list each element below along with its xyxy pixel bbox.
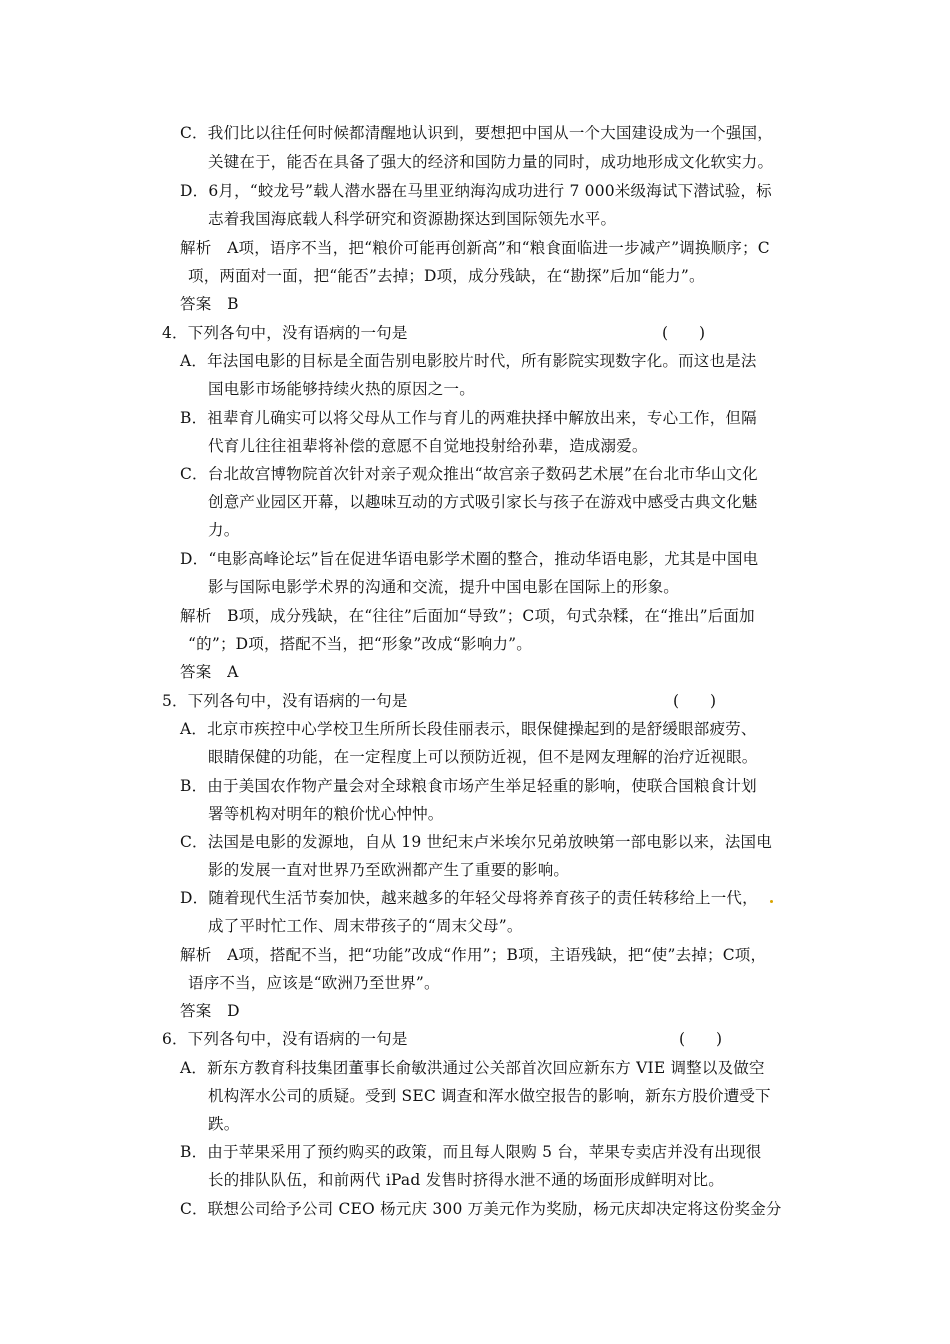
- q6-option-c-line1: C．联想公司给予公司 CEO 杨元庆 300 万美元作为奖励，杨元庆却决定将这份奖金分: [180, 1200, 782, 1218]
- q5-option-a-line2: 眼睛保健的功能，在一定程度上可以预防近视，但不是网友理解的治疗近视眼。: [208, 748, 758, 766]
- q4-option-c-line1: C．台北故宫博物院首次针对亲子观众推出“故宫亲子数码艺术展”在台北市华山文化: [180, 465, 758, 483]
- q5-option-d-line1: D．随着现代生活节奏加快，越来越多的年轻父母将养育孩子的责任转移给上一代，: [180, 889, 758, 907]
- q3-explanation-line2: 项，两面对一面，把“能否”去掉；D项，成分残缺，在“勘探”后加“能力”。: [188, 267, 705, 285]
- q4-stem: 4．下列各句中，没有语病的一句是: [162, 324, 408, 342]
- highlight-dot: [770, 900, 773, 903]
- q6-stem: 6．下列各句中，没有语病的一句是: [162, 1030, 408, 1048]
- q5-option-a-line1: A．北京市疾控中心学校卫生所所长段佳丽表示，眼保健操起到的是舒缓眼部疲劳、: [180, 720, 757, 738]
- q3-option-c-line1: C．我们比以往任何时候都清醒地认识到，要想把中国从一个大国建设成为一个强国，: [180, 124, 773, 142]
- q5-answer: 答案 D: [180, 1002, 240, 1020]
- q6-option-a-line3: 跌。: [208, 1115, 240, 1133]
- q4-explanation-line1: 解析 B项，成分残缺，在“往往”后面加“导致”；C项，句式杂糅，在“推出”后面加: [180, 607, 755, 625]
- q5-option-c-line2: 影的发展一直对世界乃至欧洲都产生了重要的影响。: [208, 861, 570, 879]
- q6-option-a-line1: A．新东方教育科技集团董事长俞敏洪通过公关部首次回应新东方 VIE 调整以及做空: [180, 1059, 765, 1077]
- q5-answer-paren: ( ): [673, 692, 717, 710]
- q5-option-c-line1: C．法国是电影的发源地，自从 19 世纪末卢米埃尔兄弟放映第一部电影以来，法国电: [180, 833, 772, 851]
- q6-option-b-line2: 长的排队队伍，和前两代 iPad 发售时挤得水泄不通的场面形成鲜明对比。: [208, 1171, 724, 1189]
- q4-option-c-line3: 力。: [208, 521, 240, 539]
- q5-option-b-line2: 署等机构对明年的粮价忧心忡忡。: [208, 805, 444, 823]
- q5-stem: 5．下列各句中，没有语病的一句是: [162, 692, 408, 710]
- q3-option-c-line2: 关键在于，能否在具备了强大的经济和国防力量的同时，成功地形成文化软实力。: [208, 153, 774, 171]
- q4-option-a-line2: 国电影市场能够持续火热的原因之一。: [208, 380, 475, 398]
- q6-option-a-line2: 机构浑水公司的质疑。受到 SEC 调查和浑水做空报告的影响，新东方股价遭受下: [208, 1087, 771, 1105]
- q3-answer: 答案 B: [180, 295, 239, 313]
- q5-explanation-line2: 语序不当，应该是“欧洲乃至世界”。: [188, 974, 440, 992]
- q4-answer-paren: ( ): [662, 324, 706, 342]
- q4-answer: 答案 A: [180, 663, 239, 681]
- q5-option-b-line1: B．由于美国农作物产量会对全球粮食市场产生举足轻重的影响，使联合国粮食计划: [180, 777, 757, 795]
- q3-explanation-line1: 解析 A项，语序不当，把“粮价可能再创新高”和“粮食面临进一步减产”调换顺序；C: [180, 239, 770, 257]
- q6-answer-paren: ( ): [679, 1030, 723, 1048]
- q4-option-c-line2: 创意产业园区开幕，以趣味互动的方式吸引家长与孩子在游戏中感受古典文化魅: [208, 493, 758, 511]
- q3-option-d-line2: 志着我国海底载人科学研究和资源勘探达到国际领先水平。: [208, 210, 617, 228]
- q4-option-b-line1: B．祖辈育儿确实可以将父母从工作与育儿的两难抉择中解放出来，专心工作，但隔: [180, 409, 757, 427]
- q4-option-a-line1: A．年法国电影的目标是全面告别电影胶片时代，所有影院实现数字化。而这也是法: [180, 352, 757, 370]
- q4-option-d-line2: 影与国际电影学术界的沟通和交流，提升中国电影在国际上的形象。: [208, 578, 680, 596]
- q4-option-d-line1: D．“电影高峰论坛”旨在促进华语电影学术圈的整合，推动华语电影，尤其是中国电: [180, 550, 759, 568]
- q3-option-d-line1: D．6月，“蛟龙号”载人潜水器在马里亚纳海沟成功进行 7 000米级海试下潜试验，标: [180, 182, 772, 200]
- q6-option-b-line1: B．由于苹果采用了预约购买的政策，而且每人限购 5 台，苹果专卖店并没有出现很: [180, 1143, 762, 1161]
- q4-explanation-line2: “的”；D项，搭配不当，把“形象”改成“影响力”。: [188, 635, 532, 653]
- q4-option-b-line2: 代育儿往往祖辈将补偿的意愿不自觉地投射给孙辈，造成溺爱。: [208, 437, 648, 455]
- q5-explanation-line1: 解析 A项，搭配不当，把“功能”改成“作用”；B项，主语残缺，把“使”去掉；C项，: [180, 946, 767, 964]
- q5-option-d-line2: 成了平时忙工作、周末带孩子的“周末父母”。: [208, 917, 523, 935]
